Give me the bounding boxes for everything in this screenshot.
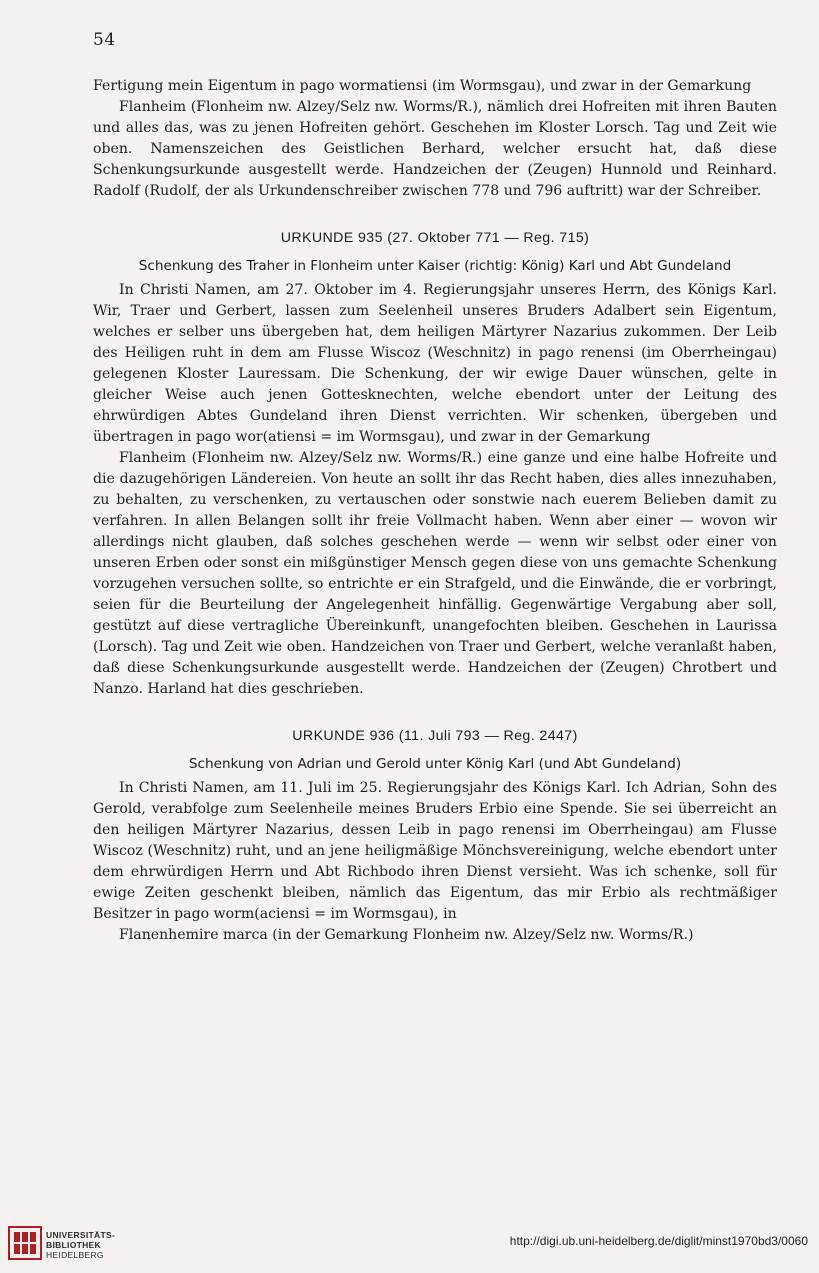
urkunde-936-paragraph-2: Flanenhemire marca (in der Gemarkung Flonheim nw. Alzey/Selz nw. Worms/R.) bbox=[119, 927, 694, 943]
intro-paragraph-1: Fertigung mein Eigentum in pago wormatiensi (im Wormsgau), und zwar in der Gemarkung bbox=[93, 78, 752, 94]
urkunde-936-paragraph-1: In Christi Namen, am 11. Juli im 25. Regierungsjahr des Königs Karl. Ich Adrian, Sohn des Gerold, verabfolge zum Seelenheile meines Bruders Erbio eine Spende. Sie sei überreicht an den heiligen Märtyrer Nazarius, dessen Leib in pago renensi im Oberrheingau) am Flusse Wiscoz (Weschnitz) ruht, und an jene heiligmäßige Mönchsvereinigung, welche ebendort unter dem ehrwürdigen Herrn und Abt Richbodo ihren Dienst versieht. Was ich schenke, soll für ewige Zeiten geschenkt bleiben, nämlich das Eigentum, das mir Erbio als rechtmäßiger Besitzer in pago worm(aciensi = im Wormsgau), in bbox=[93, 780, 777, 922]
urkunde-936-heading: URKUNDE 936 (11. Juli 793 — Reg. 2447) bbox=[292, 728, 578, 744]
urkunde-936-subtitle: Schenkung von Adrian und Gerold unter König Karl (und Abt Gundeland) bbox=[188, 756, 682, 772]
library-name bbox=[46, 1230, 115, 1260]
page-body bbox=[93, 76, 777, 946]
footer-bar bbox=[0, 1211, 819, 1273]
page-number: 54 bbox=[93, 30, 116, 50]
library-name-line-1: UNIVERSITÄTS- bbox=[46, 1230, 116, 1240]
urkunde-935-subtitle: Schenkung des Traher in Flonheim unter Kaiser (richtig: König) Karl und Abt Gundeland bbox=[138, 258, 732, 274]
intro-paragraph-2: Flanheim (Flonheim nw. Alzey/Selz nw. Worms/R.), nämlich drei Hofreiten mit ihren Bauten und alles das, was zu jenen Hofreiten gehört. Geschehen im Kloster Lorsch. Tag und Zeit wie oben. Namenszeichen des Geistlichen Berhard, welcher ersucht hat, daß diese Schenkungsurkunde ausgestellt werde. Handzeichen der (Zeugen) Hunnold und Reinhard. Radolf (Rudolf, der als Urkundenschreiber zwischen 778 und 796 auftritt) war der Schreiber. bbox=[93, 99, 777, 199]
library-name-line-3: HEIDELBERG bbox=[46, 1250, 104, 1260]
source-url-link[interactable]: http://digi.ub.uni-heidelberg.de/diglit/minst1970bd3/0060 bbox=[509, 1234, 808, 1248]
university-library-logo-icon bbox=[8, 1226, 42, 1260]
urkunde-935-paragraph-2: Flanheim (Flonheim nw. Alzey/Selz nw. Worms/R.) eine ganze und eine halbe Hofreite und die dazugehörigen Ländereien. Von heute an sollt ihr das Recht haben, dies alles innezuhaben, zu behalten, zu verschenken, zu vertauschen oder sonstwie nach euerem Belieben damit zu verfahren. In allen Belangen sollt ihr freie Vollmacht haben. Wenn aber einer — wovon wir allerdings nicht glauben, daß solches geschehen werde — wenn wir selbst oder einer von unseren Erben oder sonst ein mißgünstiger Mensch gegen diese von uns gemachte Schenkung vorzugehen versuchen sollte, so entrichte er ein Strafgeld, und die Einwände, die er vorbringt, seien für die Beurteilung der Angelegenheit hinfällig. Gegenwärtige Vergabung aber soll, gestützt auf diese vertragliche Übereinkunft, unangefochten bleiben. Geschehen in Laurissa (Lorsch). Tag und Zeit wie oben. Handzeichen von Traer und Gerbert, welche veranlaßt haben, daß diese Schenkungsurkunde ausgestellt werde. Handzeichen der (Zeugen) Chrotbert und Nanzo. Harland hat dies geschrieben. bbox=[93, 450, 777, 697]
urkunde-935-paragraph-1: In Christi Namen, am 27. Oktober im 4. Regierungsjahr unseres Herrn, des Königs Karl. Wir, Traer und Gerbert, lassen zum Seelenheil unseres Bruders Adalbert sein Eigentum, welches er selber uns übergeben hat, dem heiligen Märtyrer Nazarius zukommen. Der Leib des Heiligen ruht in dem am Flusse Wiscoz (Weschnitz) in pago renensi (im Oberrheingau) gelegenen Kloster Lauressam. Die Schenkung, der wir ewige Dauer wünschen, gelte in gleicher Weise auch jenen Gottesknechten, welche ebendort unter der Leitung des ehrwürdigen Abtes Gundeland ihren Dienst verrichten. Wir schenken, übergeben und übertragen in pago wor(atiensi = im Wormsgau), und zwar in der Gemarkung bbox=[93, 282, 777, 445]
urkunde-935-heading: URKUNDE 935 (27. Oktober 771 — Reg. 715) bbox=[280, 230, 590, 246]
library-name-line-2: BIBLIOTHEK bbox=[46, 1240, 101, 1250]
